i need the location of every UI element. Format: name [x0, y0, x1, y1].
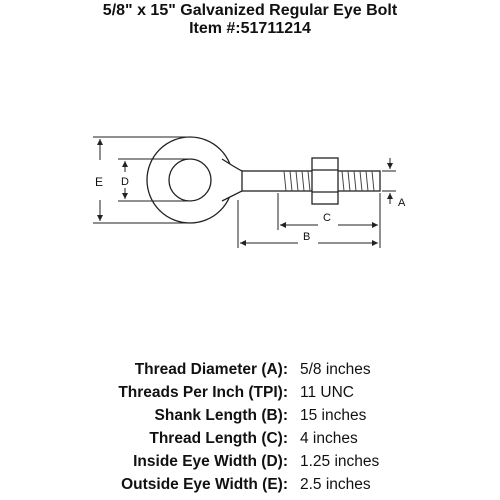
spec-label: Shank Length (B): — [154, 407, 288, 424]
label-b: B — [303, 231, 311, 243]
spec-row-outside-eye-width — [0, 474, 500, 496]
label-d: D — [121, 176, 129, 188]
spec-row-inside-eye-width — [0, 451, 500, 473]
spec-label: Inside Eye Width (D): — [133, 453, 288, 470]
spec-row-tpi — [0, 382, 500, 404]
label-c: C — [323, 212, 331, 224]
eye-bolt-drawing — [147, 137, 380, 223]
hex-nut — [312, 158, 338, 204]
spec-label: Thread Diameter (A): — [134, 361, 288, 378]
spec-row-shank-length — [0, 405, 500, 427]
eye-neck — [222, 159, 242, 201]
spec-label: Threads Per Inch (TPI): — [118, 384, 288, 401]
dimension-a — [382, 158, 396, 204]
spec-value: 4 inches — [300, 430, 358, 447]
label-a: A — [398, 197, 406, 209]
spec-value: 5/8 inches — [300, 361, 371, 378]
product-title: 5/8" x 15" Galvanized Regular Eye Bolt — [102, 2, 398, 19]
item-number: Item #:51711214 — [189, 20, 311, 37]
eye-inner — [169, 159, 211, 201]
spec-value: 2.5 inches — [300, 476, 371, 493]
label-e: E — [95, 175, 104, 189]
bolt-shank — [232, 171, 380, 191]
spec-label: Thread Length (C): — [149, 430, 288, 447]
spec-value: 1.25 inches — [300, 453, 380, 470]
spec-row-thread-diameter — [0, 359, 500, 381]
spec-value: 15 inches — [300, 407, 367, 424]
spec-value: 11 UNC — [300, 384, 354, 401]
spec-row-thread-length — [0, 428, 500, 450]
spec-label: Outside Eye Width (E): — [121, 476, 288, 493]
